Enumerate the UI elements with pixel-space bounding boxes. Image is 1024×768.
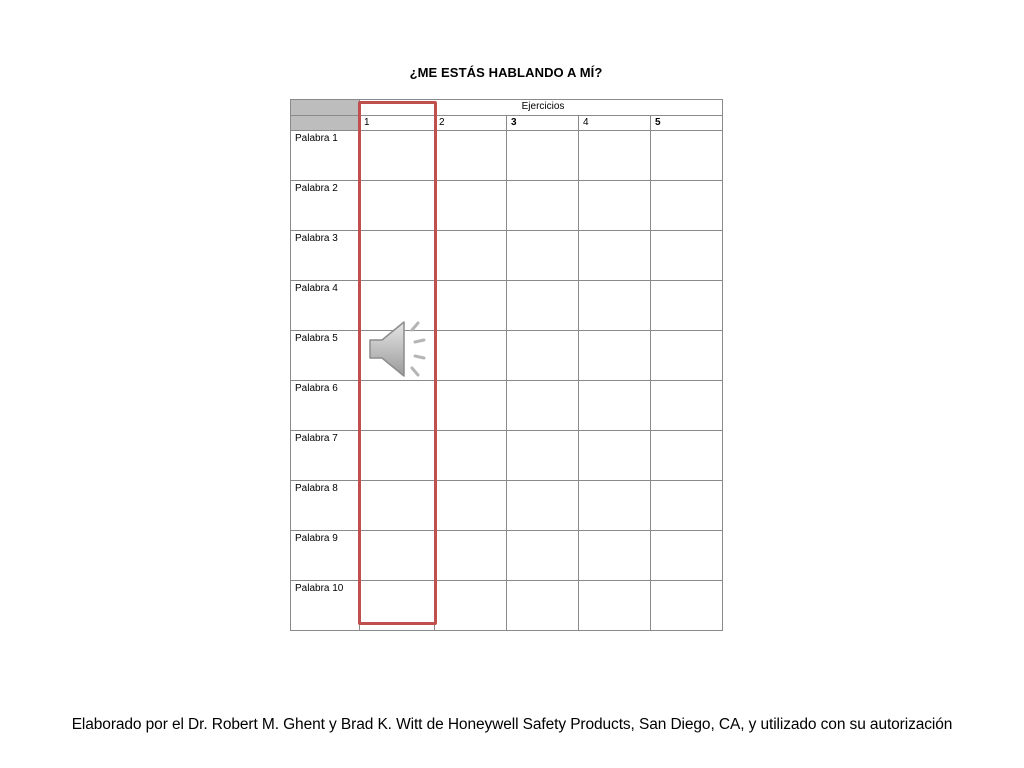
column-header-3: 3 [507, 116, 579, 131]
table-cell [579, 231, 651, 281]
table-cell [507, 381, 579, 431]
table-cell [579, 531, 651, 581]
row-label: Palabra 8 [291, 481, 360, 531]
table-cell [579, 131, 651, 181]
column-header-row [291, 116, 723, 131]
table-cell [507, 331, 579, 381]
attribution-footer: Elaborado por el Dr. Robert M. Ghent y Brad K. Witt de Honeywell Safety Products, San Diego, CA, y utilizado con su autorización [71, 716, 953, 733]
table-cell [651, 481, 723, 531]
table-cell [579, 381, 651, 431]
table-cell [435, 131, 507, 181]
table-cell [507, 431, 579, 481]
row-label: Palabra 9 [291, 531, 360, 581]
table-cell [507, 231, 579, 281]
table-row [291, 331, 723, 381]
table-cell [360, 481, 435, 531]
table-cell [360, 581, 435, 631]
table-header-row [291, 100, 723, 116]
slide-title: ¿ME ESTÁS HABLANDO A MÍ? [409, 65, 603, 80]
table-row [291, 231, 723, 281]
row-label: Palabra 4 [291, 281, 360, 331]
table-cell [579, 481, 651, 531]
table-row [291, 281, 723, 331]
table-cell [651, 531, 723, 581]
table-row [291, 531, 723, 581]
header-corner-cell [291, 116, 360, 131]
table-cell [435, 231, 507, 281]
table-cell [507, 581, 579, 631]
table-cell [435, 531, 507, 581]
table-cell [579, 331, 651, 381]
row-label: Palabra 1 [291, 131, 360, 181]
table-cell [651, 281, 723, 331]
row-label: Palabra 10 [291, 581, 360, 631]
table-cell [507, 181, 579, 231]
table-cell [360, 231, 435, 281]
table-cell [435, 581, 507, 631]
table-cell [651, 131, 723, 181]
row-label: Palabra 6 [291, 381, 360, 431]
table-cell [651, 331, 723, 381]
table-row [291, 481, 723, 531]
table-cell [507, 281, 579, 331]
table-cell [651, 231, 723, 281]
table-row [291, 431, 723, 481]
table-cell [360, 131, 435, 181]
group-header-ejercicios: Ejercicios [360, 100, 723, 116]
column-header-2: 2 [435, 116, 507, 131]
table-cell [435, 281, 507, 331]
table-cell [579, 281, 651, 331]
row-label: Palabra 2 [291, 181, 360, 231]
table-cell [435, 381, 507, 431]
table-cell [579, 581, 651, 631]
row-label: Palabra 7 [291, 431, 360, 481]
table-cell [435, 181, 507, 231]
table-cell [507, 531, 579, 581]
row-label: Palabra 5 [291, 331, 360, 381]
table-cell [651, 381, 723, 431]
table-cell [579, 181, 651, 231]
table-cell [435, 331, 507, 381]
row-label: Palabra 3 [291, 231, 360, 281]
table-cell [360, 531, 435, 581]
header-corner-cell [291, 100, 360, 116]
table-cell [651, 431, 723, 481]
table-cell [435, 481, 507, 531]
table-row [291, 581, 723, 631]
table-cell [651, 581, 723, 631]
table-cell [435, 431, 507, 481]
audio-button[interactable] [366, 316, 436, 382]
table-cell [507, 481, 579, 531]
table-cell [360, 381, 435, 431]
table-cell [360, 181, 435, 231]
table-cell [579, 431, 651, 481]
column-header-5: 5 [651, 116, 723, 131]
speaker-icon [366, 316, 436, 382]
column-header-1: 1 [360, 116, 435, 131]
table-cell [507, 131, 579, 181]
column-header-4: 4 [579, 116, 651, 131]
table-cell [360, 431, 435, 481]
table-row [291, 131, 723, 181]
table-cell [651, 181, 723, 231]
exercise-table [290, 99, 723, 631]
table-row [291, 181, 723, 231]
table-row [291, 381, 723, 431]
